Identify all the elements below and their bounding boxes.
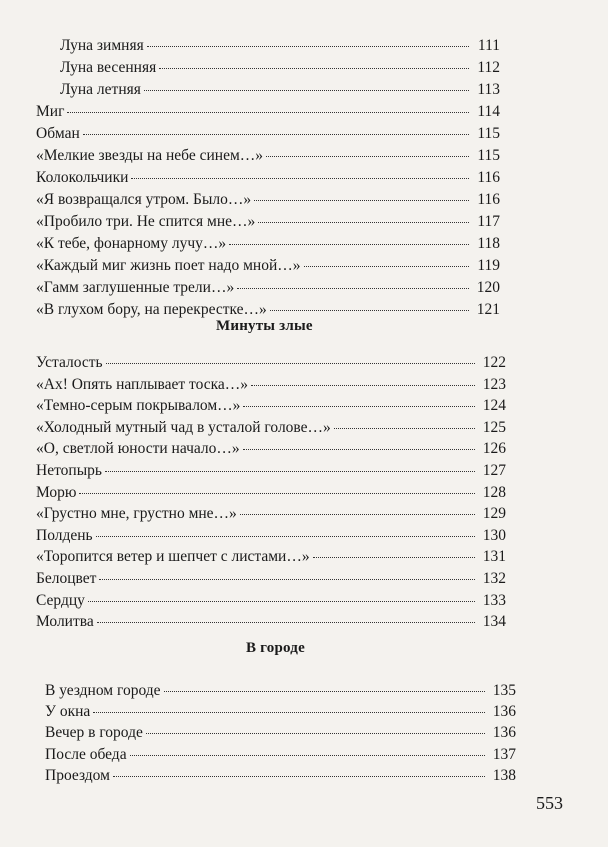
toc-entry-page: 125 [482,418,506,436]
dot-leader [254,199,469,201]
dot-leader [240,513,475,515]
dot-leader [93,711,485,713]
dot-leader [270,309,469,311]
toc-entry-title: После обеда [45,745,127,763]
toc-entry-title: «К тебе, фонарному лучу…» [36,235,227,252]
dot-leader [83,133,469,135]
dot-leader [67,111,469,113]
toc-entry-page: 131 [482,548,506,566]
toc-entry [36,374,506,396]
toc-entry-page: 135 [492,682,516,699]
toc-entry-page: 138 [492,766,516,784]
toc-entry [36,568,506,590]
toc-entry-page: 136 [492,703,516,721]
section-heading: В городе [246,640,305,656]
toc-entry-title: Колокольчики [36,169,129,186]
toc-entry [36,123,500,145]
dot-leader [313,556,475,558]
dot-leader [144,89,469,91]
toc-entry [36,482,506,504]
toc-entry-title: Белоцвет [36,570,97,587]
dot-leader [113,775,485,777]
dot-leader [130,754,485,756]
toc-entry-title: «Мелкие звезды на небе синем…» [36,147,264,164]
toc-entry-page: 114 [477,103,500,120]
dot-leader [97,621,475,623]
dot-leader [105,470,475,472]
toc-entry [60,35,500,57]
toc-entry [36,277,500,299]
toc-entry-page: 120 [476,279,500,296]
toc-entry-title: В уездном городе [45,682,161,699]
dot-leader [88,600,475,602]
toc-entry-page: 113 [477,81,500,98]
toc-entry-title: Усталость [36,354,103,371]
toc-entry [45,701,516,723]
toc-entry [36,503,506,525]
toc-entry-page: 118 [477,235,500,252]
toc-entry [36,438,506,460]
toc-entry-title: Проездом [45,766,110,784]
dot-leader [304,265,470,267]
toc-entry [45,680,516,702]
dot-leader [106,362,475,364]
toc-entry-title: Обман [36,125,80,142]
toc-entry-title: У окна [45,703,91,721]
toc-entry-page: 111 [477,37,500,54]
toc-entry [36,525,506,547]
toc-entry-title: «Пробило три. Не спится мне…» [36,213,256,230]
toc-entry-title: Миг [36,103,65,120]
dot-leader [334,427,475,429]
toc-entry-page: 116 [477,169,500,186]
toc-entry-page: 115 [477,147,500,164]
toc-entry-page: 128 [482,483,506,501]
dot-leader [229,243,469,245]
toc-entry [60,57,500,79]
toc-entry [45,744,516,766]
dot-leader [96,535,475,537]
toc-entry-title: Луна зимняя [60,37,144,54]
dot-leader [237,287,469,289]
toc-entry-page: 136 [492,724,516,742]
dot-leader [99,578,475,580]
toc-entry-page: 137 [492,745,516,763]
toc-entry-title: Вечер в городе [45,724,143,742]
toc-entry-title: «Гамм заглушенные трели…» [36,279,235,296]
toc-entry [36,167,500,189]
toc-entry [36,460,506,482]
toc-entry [36,145,500,167]
toc-entry-page: 115 [477,125,500,142]
toc-entry [36,211,500,233]
toc-entry [36,255,500,277]
toc-entry-page: 122 [482,354,506,371]
page-number: 553 [536,793,563,813]
toc-entry [36,546,506,568]
toc-entry [36,233,500,255]
toc-entry-title: Нетопырь [36,462,102,479]
toc-entry-page: 112 [477,59,500,76]
toc-entry-page: 117 [477,213,500,230]
toc-entry [36,189,500,211]
toc-entry [36,352,506,374]
toc-entry-page: 126 [482,440,506,458]
dot-leader [243,405,475,407]
toc-entry-page: 133 [482,591,506,609]
toc-entry-page: 132 [482,570,506,587]
dot-leader [147,45,469,47]
toc-entry-page: 129 [482,505,506,523]
toc-entry-page: 127 [482,462,506,479]
toc-entry-page: 124 [482,397,506,415]
toc-entry-page: 116 [477,191,500,208]
toc-entry-page: 130 [482,526,506,544]
toc-entry-title: «Темно-серым покрывалом…» [36,397,241,415]
dot-leader [251,384,475,386]
toc-entry [60,79,500,101]
toc-entry-page: 134 [482,613,506,631]
toc-entry [36,590,506,612]
toc-entry-title: Луна весенняя [60,59,157,76]
dot-leader [146,732,485,734]
toc-entry-title: «Ах! Опять наплывает тоска…» [36,375,249,393]
dot-leader [258,221,469,223]
toc-entry [36,101,500,123]
dot-leader [131,177,469,179]
toc-entry-title: Молитва [36,613,94,631]
toc-entry-title: Морю [36,483,77,501]
toc-entry-title: Сердцу [36,591,85,609]
dot-leader [159,67,469,69]
toc-entry [36,417,506,439]
toc-entry [36,395,506,417]
dot-leader [164,690,485,692]
toc-entry-title: Полдень [36,526,93,544]
dot-leader [243,448,475,450]
toc-entry-title: «Торопится ветер и шепчет с листами…» [36,548,310,566]
toc-entry-page: 123 [482,375,506,393]
toc-entry-title: «Каждый миг жизнь поет надо мной…» [36,257,301,274]
toc-entry [36,299,500,321]
toc-entry [45,722,516,744]
dot-leader [266,155,469,157]
toc-entry-title: «Холодный мутный чад в усталой голове…» [36,418,331,436]
toc-entry-title: Луна летняя [60,81,141,98]
dot-leader [79,492,475,494]
toc-entry-title: «О, светлой юности начало…» [36,440,240,458]
section-heading: Минуты злые [216,318,313,334]
toc-entry-page: 121 [476,301,500,318]
toc-entry [36,611,506,633]
toc-entry-page: 119 [477,257,500,274]
toc-entry-title: «Я возвращался утром. Было…» [36,191,252,208]
toc-entry [45,765,516,787]
toc-entry-title: «В глухом бору, на перекрестке…» [36,301,267,318]
toc-entry-title: «Грустно мне, грустно мне…» [36,505,237,523]
